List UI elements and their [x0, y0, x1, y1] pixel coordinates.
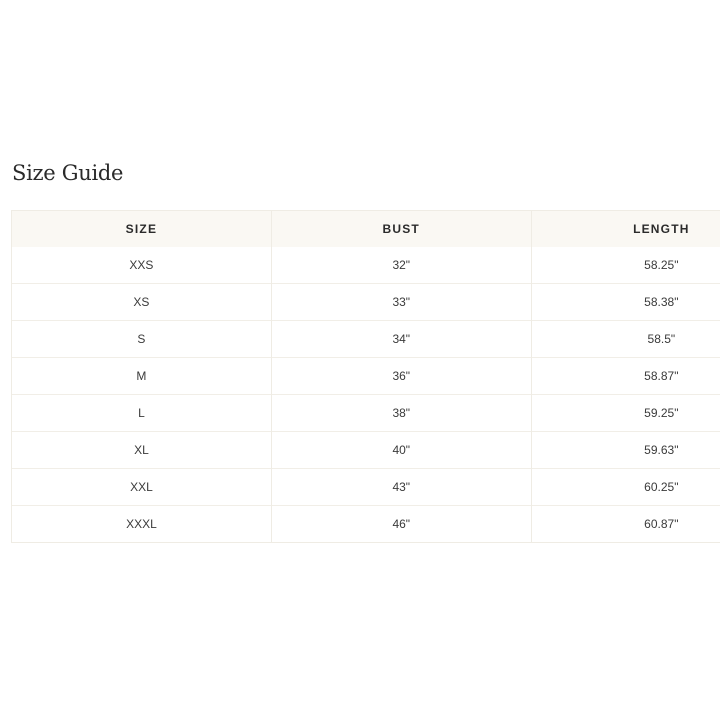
table-header-row — [12, 211, 720, 248]
bust-cell: 38" — [271, 395, 531, 432]
table-header — [12, 211, 720, 248]
bust-cell: 40" — [271, 432, 531, 469]
length-cell: 58.5" — [531, 321, 720, 358]
length-cell: 59.63" — [531, 432, 720, 469]
table-row — [12, 247, 720, 284]
size-cell: M — [12, 358, 272, 395]
table-row — [12, 506, 720, 543]
length-cell: 60.87" — [531, 506, 720, 543]
size-cell: L — [12, 395, 272, 432]
size-cell: XXXL — [12, 506, 272, 543]
bust-cell: 34" — [271, 321, 531, 358]
table-row — [12, 395, 720, 432]
length-cell: 60.25" — [531, 469, 720, 506]
table-row — [12, 358, 720, 395]
size-cell: XS — [12, 284, 272, 321]
table-row — [12, 284, 720, 321]
length-cell: 58.25" — [531, 247, 720, 284]
bust-cell: 33" — [271, 284, 531, 321]
page-title: Size Guide — [12, 161, 124, 185]
table-body — [12, 247, 720, 543]
table-row — [12, 469, 720, 506]
size-cell: XL — [12, 432, 272, 469]
size-cell: XXS — [12, 247, 272, 284]
bust-cell: 43" — [271, 469, 531, 506]
length-cell: 59.25" — [531, 395, 720, 432]
size-guide-table — [11, 210, 720, 543]
length-cell: 58.38" — [531, 284, 720, 321]
column-header-length: LENGTH — [531, 211, 720, 248]
column-header-size: SIZE — [12, 211, 272, 248]
size-cell: S — [12, 321, 272, 358]
bust-cell: 32" — [271, 247, 531, 284]
bust-cell: 36" — [271, 358, 531, 395]
bust-cell: 46" — [271, 506, 531, 543]
column-header-bust: BUST — [271, 211, 531, 248]
table-row — [12, 321, 720, 358]
length-cell: 58.87" — [531, 358, 720, 395]
size-cell: XXL — [12, 469, 272, 506]
table-row — [12, 432, 720, 469]
